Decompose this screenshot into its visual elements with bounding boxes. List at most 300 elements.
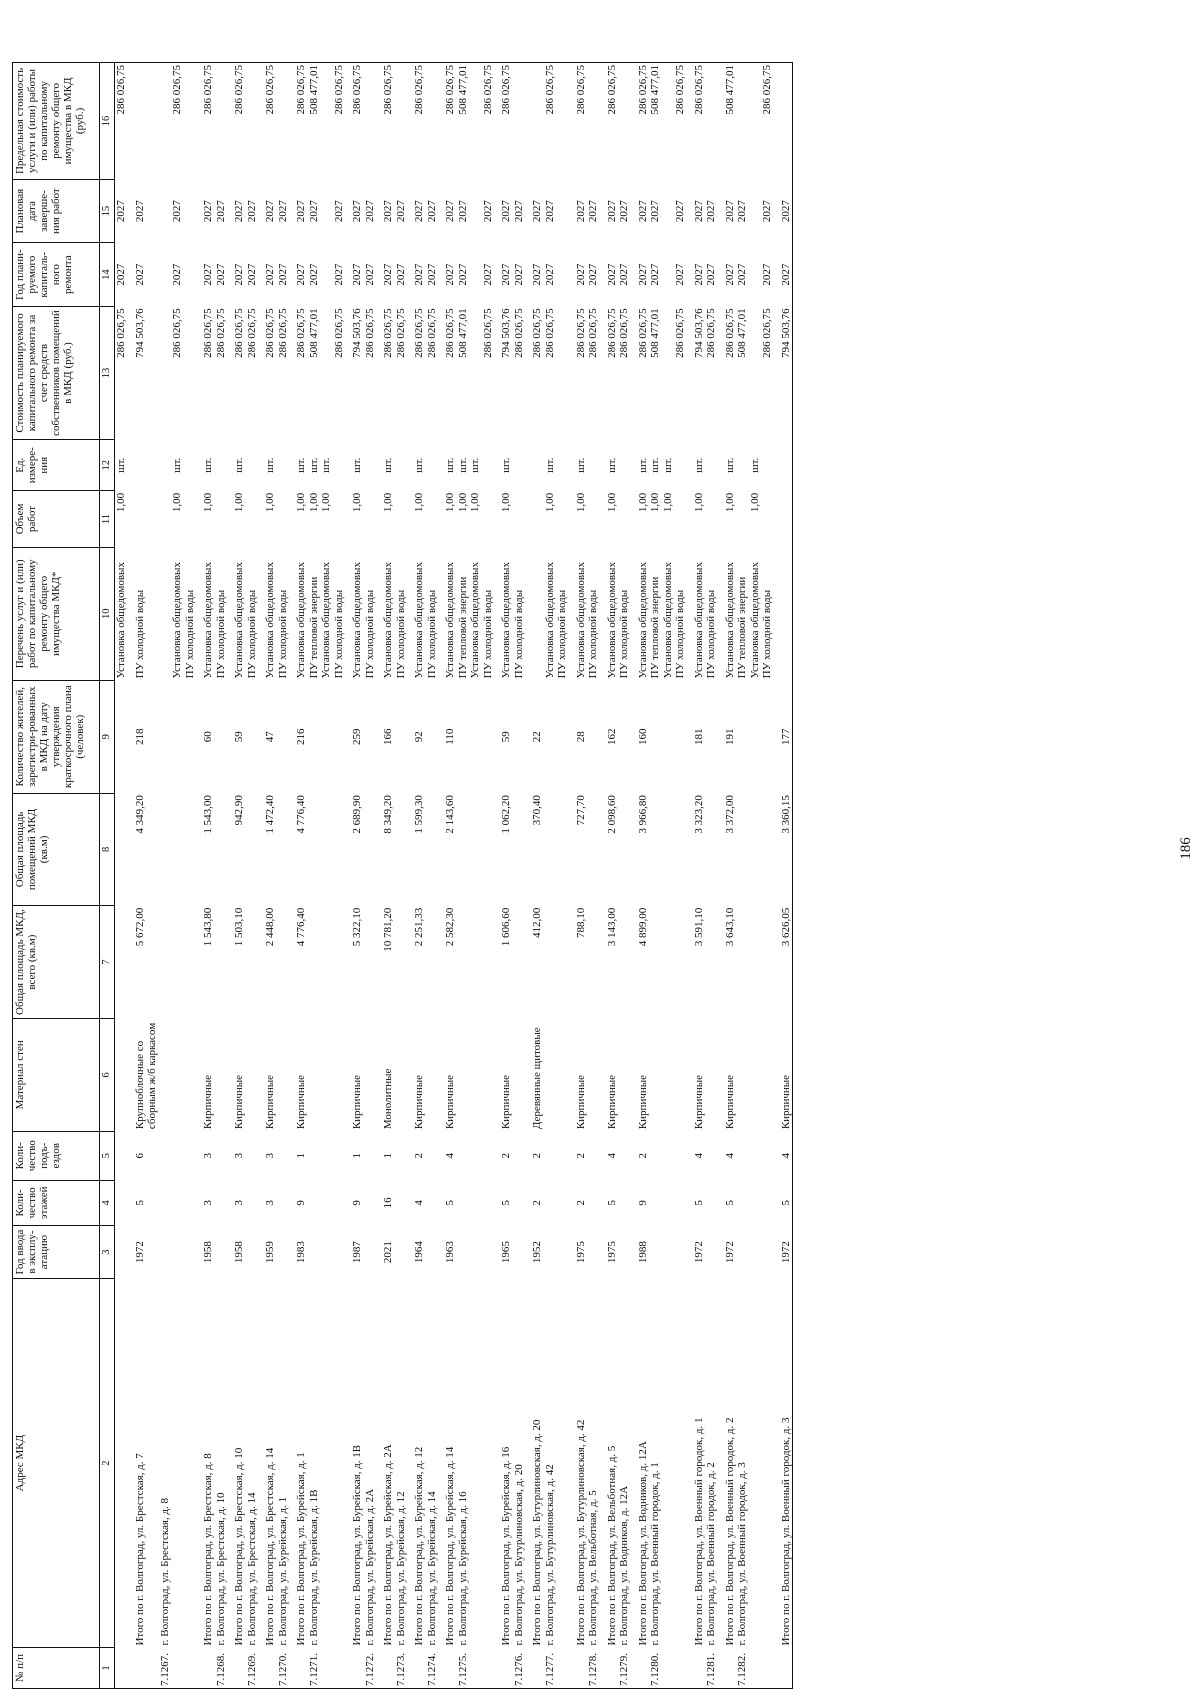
- table-cell: [556, 1180, 569, 1225]
- table-cell: Установка общедомовых: [171, 562, 183, 679]
- table-cell: [277, 1225, 290, 1278]
- table-cell: [469, 1225, 482, 1278]
- table-cell: [184, 793, 197, 906]
- table-cell: [774, 547, 793, 680]
- table-cell: [159, 63, 172, 180]
- table-cell: 794 503,76: [351, 308, 363, 358]
- table-cell: Установка общедомовых: [748, 562, 761, 679]
- table-cell: шт.: [413, 457, 425, 473]
- table-cell: [749, 1018, 762, 1131]
- table-cell: Итого по г. Волгоград, ул. Бутурлиновская, д. 20: [531, 1419, 543, 1646]
- table-cell: 3 323,20: [692, 795, 705, 834]
- table-cell: [159, 179, 172, 243]
- table-cell: [215, 1131, 228, 1180]
- table-cell: [364, 440, 377, 491]
- table-cell: Установка общедомовых: [543, 562, 556, 679]
- table-cell: 286 026,75: [345, 63, 364, 180]
- table-cell: [457, 906, 470, 1019]
- column-number: 16: [100, 63, 115, 180]
- table-cell: [736, 440, 749, 491]
- table-cell: [333, 1018, 346, 1131]
- table-cell: 3 626,05: [774, 906, 793, 1019]
- table-cell: [749, 1180, 762, 1225]
- table-cell: 1,00: [444, 492, 456, 513]
- table-cell: 1964: [413, 1241, 425, 1264]
- table-cell: 2027: [264, 263, 276, 286]
- table-cell: 110: [444, 728, 456, 745]
- column-number: 1: [100, 1648, 115, 1689]
- table-cell: Кирпичные: [574, 1074, 587, 1130]
- table-cell: 286 026,75: [332, 308, 345, 358]
- table-cell: [395, 680, 408, 793]
- table-cell: [525, 547, 544, 680]
- table-cell: [246, 491, 259, 547]
- table-cell: [320, 63, 333, 180]
- table-cell: [320, 179, 333, 243]
- table-cell: [587, 440, 600, 491]
- table-cell: 2 582,30: [444, 907, 456, 947]
- table-cell: ПУ холодной воды: [481, 589, 494, 679]
- table-cell: 2027: [171, 263, 183, 286]
- column-number: 11: [100, 491, 115, 547]
- table-cell: 1,00: [723, 492, 736, 513]
- table-cell: 286 026,75: [705, 308, 717, 358]
- table-cell: 286 026,75: [569, 63, 588, 180]
- column-header: Коли-чество подъ-ездов: [13, 1131, 100, 1180]
- table-cell: [364, 680, 377, 793]
- table-cell: [618, 906, 631, 1019]
- table-cell: шт.: [444, 457, 456, 473]
- table-cell: шт.: [115, 457, 127, 473]
- table-cell: 286 026,75: [444, 308, 456, 358]
- table-cell: 286 026,75: [333, 63, 346, 180]
- table-cell: 286 026,75: [171, 308, 183, 358]
- table-cell: [587, 906, 600, 1019]
- table-cell: 3: [233, 1153, 245, 1159]
- table-cell: [159, 491, 172, 547]
- table-cell: 286 026,75: [258, 63, 277, 180]
- table-cell: 2027: [245, 263, 258, 286]
- table-cell: ПУ холодной воды: [425, 589, 438, 679]
- table-cell: [513, 63, 526, 180]
- table-cell: 2027: [202, 263, 214, 286]
- table-cell: [308, 1131, 321, 1180]
- table-cell: [320, 243, 333, 307]
- table-cell: 286 026,75: [289, 63, 308, 180]
- table-cell: 2027: [761, 200, 773, 223]
- table-cell: [513, 1131, 526, 1180]
- table-cell: [587, 491, 600, 547]
- table-cell: ПУ холодной воды: [183, 589, 196, 679]
- table-cell: 92: [413, 731, 425, 743]
- table-cell: 286 026,75: [202, 308, 214, 358]
- table-cell: [736, 906, 749, 1019]
- table-cell: [736, 1131, 749, 1180]
- table-cell: [426, 491, 439, 547]
- table-cell: г. Волгоград, ул. Бурейская, д. 12: [394, 1491, 407, 1646]
- table-cell: 9: [351, 1200, 363, 1206]
- table-cell: 2027: [456, 263, 469, 286]
- table-cell: 2027: [692, 200, 705, 223]
- column-header: Материал стен: [13, 1018, 100, 1131]
- table-cell: [184, 1180, 197, 1225]
- table-cell: [364, 1018, 377, 1131]
- table-cell: [662, 793, 675, 906]
- table-cell: ПУ холодной воды: [618, 589, 630, 679]
- table-cell: [482, 1018, 495, 1131]
- table-cell: 2027: [351, 200, 363, 223]
- table-cell: [513, 793, 526, 906]
- table-cell: шт.: [649, 457, 661, 473]
- table-cell: 2027: [512, 263, 525, 286]
- table-cell: Кирпичные: [723, 1074, 736, 1130]
- table-cell: 4 776,40: [295, 907, 307, 947]
- table-cell: 1: [382, 1153, 394, 1159]
- table-cell: [333, 906, 346, 1019]
- table-cell: [395, 1018, 408, 1131]
- table-cell: 286 026,75: [618, 308, 630, 358]
- table-cell: 5 322,10: [351, 907, 363, 947]
- table-cell: 286 026,75: [531, 308, 543, 358]
- table-cell: [761, 1018, 774, 1131]
- table-cell: [618, 680, 631, 793]
- table-cell: [426, 1225, 439, 1278]
- table-cell: ПУ холодной воды: [245, 589, 258, 679]
- table-cell: 166: [382, 728, 394, 745]
- table-cell: 2 098,60: [605, 795, 618, 834]
- table-cell: [320, 306, 333, 439]
- table-cell: [749, 63, 762, 180]
- table-cell: 2027: [214, 200, 227, 223]
- table-cell: [749, 179, 762, 243]
- table-cell: [618, 1225, 631, 1278]
- table-cell: [544, 1225, 557, 1278]
- table-cell: 286 026,75: [171, 63, 184, 180]
- table-cell: шт.: [264, 457, 276, 473]
- table-cell: 2: [636, 1153, 649, 1159]
- table-cell: [556, 1279, 569, 1648]
- table-cell: [482, 1648, 495, 1689]
- table-cell: 2027: [394, 263, 407, 286]
- table-cell: [761, 793, 774, 906]
- table-cell: 286 026,75: [295, 308, 307, 358]
- table-cell: Установка общедомовых: [500, 562, 512, 679]
- table-cell: 2027: [618, 200, 630, 223]
- table-cell: 286 026,75: [631, 63, 650, 180]
- table-cell: [215, 440, 228, 491]
- table-cell: 5: [605, 1200, 618, 1206]
- table-cell: 2027: [133, 200, 146, 223]
- table-cell: [718, 1648, 737, 1689]
- table-cell: [674, 491, 687, 547]
- table-cell: 7.1279.: [618, 1648, 631, 1689]
- table-cell: 2 143,60: [444, 795, 456, 834]
- table-cell: 794 503,76: [692, 308, 705, 358]
- table-cell: 7.1271.: [308, 1648, 321, 1689]
- table-cell: 1,00: [115, 492, 127, 513]
- table-cell: [525, 63, 544, 180]
- table-cell: 2027: [444, 263, 456, 286]
- table-cell: [171, 793, 184, 906]
- table-cell: 1,00: [307, 492, 320, 513]
- table-cell: 60: [202, 731, 214, 743]
- table-cell: [482, 440, 495, 491]
- table-cell: [513, 906, 526, 1019]
- table-cell: ПУ тепловой энергии: [307, 576, 320, 679]
- table-cell: 1: [295, 1153, 307, 1159]
- table-cell: 2027: [295, 263, 307, 286]
- column-number: 9: [100, 680, 115, 793]
- column-header: Плановая дата заверше-ния работ: [13, 179, 100, 243]
- table-cell: [364, 63, 377, 180]
- total-row: [525, 63, 544, 1689]
- table-cell: [705, 680, 718, 793]
- table-cell: [395, 63, 408, 180]
- table-cell: 286 026,75: [574, 308, 587, 358]
- table-cell: 508 477,01: [736, 308, 748, 358]
- table-cell: 1 599,30: [413, 795, 425, 834]
- table-cell: г. Волгоград, ул. Водников, д. 12А: [618, 1485, 630, 1646]
- table-cell: 5: [692, 1200, 705, 1206]
- table-cell: [320, 1131, 333, 1180]
- table-cell: Итого по г. Волгоград, ул. Бутурлиновская, д. 42: [574, 1419, 587, 1646]
- table-cell: [395, 440, 408, 491]
- table-cell: ПУ холодной воды: [214, 589, 227, 679]
- table-cell: [525, 1648, 544, 1689]
- table-cell: [184, 1648, 197, 1689]
- table-cell: [618, 440, 631, 491]
- table-cell: Кирпичные: [500, 1074, 512, 1130]
- item-row: [246, 63, 259, 1689]
- table-cell: [649, 1131, 662, 1180]
- table-cell: 2027: [674, 200, 686, 223]
- table-cell: [128, 491, 159, 547]
- table-cell: 2027: [605, 200, 618, 223]
- table-cell: [556, 906, 569, 1019]
- table-cell: [171, 1131, 184, 1180]
- table-cell: Кирпичные: [692, 1074, 705, 1130]
- table-cell: [736, 793, 749, 906]
- table-cell: [513, 1225, 526, 1278]
- table-cell: 2027: [500, 200, 512, 223]
- table-cell: [513, 1180, 526, 1225]
- table-cell: [333, 1648, 346, 1689]
- table-cell: [494, 1648, 513, 1689]
- table-cell: ПУ тепловой энергии: [456, 576, 469, 679]
- table-cell: [159, 906, 172, 1019]
- table-cell: [115, 1648, 128, 1689]
- column-number: 14: [100, 243, 115, 307]
- table-cell: [761, 491, 774, 547]
- total-row: [258, 63, 277, 1689]
- table-cell: 1975: [574, 1241, 587, 1264]
- item-row: [457, 63, 470, 1689]
- table-cell: 286 026,75: [196, 63, 215, 180]
- table-cell: 286 026,75: [482, 63, 495, 180]
- table-cell: шт.: [574, 457, 587, 473]
- table-cell: 7.1269.: [246, 1648, 259, 1689]
- table-cell: 4: [692, 1153, 705, 1159]
- table-cell: 2027: [351, 263, 363, 286]
- item-row: [395, 63, 408, 1689]
- table-cell: шт.: [636, 457, 649, 473]
- table-cell: [184, 906, 197, 1019]
- table-cell: г. Волгоград, ул. Бурейская, д. 16: [456, 1491, 469, 1646]
- table-cell: [395, 1131, 408, 1180]
- table-cell: [115, 793, 128, 906]
- item-row: [364, 63, 377, 1689]
- table-cell: [308, 680, 321, 793]
- table-cell: 2027: [574, 200, 587, 223]
- table-cell: [320, 793, 333, 906]
- table-cell: [556, 680, 569, 793]
- column-number: 2: [100, 1279, 115, 1648]
- table-cell: 5: [774, 1180, 793, 1225]
- table-cell: 1 503,10: [233, 907, 245, 947]
- total-row: [569, 63, 588, 1689]
- total-row: [687, 63, 706, 1689]
- table-cell: [277, 1018, 290, 1131]
- table-cell: ПУ холодной воды: [394, 589, 407, 679]
- table-cell: [749, 1648, 762, 1689]
- table-cell: 4: [413, 1200, 425, 1206]
- column-number: 4: [100, 1180, 115, 1225]
- table-cell: Кирпичные: [444, 1074, 456, 1130]
- table-cell: [184, 179, 197, 243]
- table-cell: 3: [264, 1153, 276, 1159]
- table-cell: 1963: [444, 1241, 456, 1264]
- table-cell: ПУ холодной воды: [556, 589, 568, 679]
- total-row: [600, 63, 619, 1689]
- table-cell: [761, 1279, 774, 1648]
- table-cell: шт.: [233, 457, 245, 473]
- item-row: [308, 63, 321, 1689]
- table-cell: 1,00: [649, 492, 661, 513]
- table-cell: [277, 906, 290, 1019]
- column-header: Общая площадь помещений МКД (кв.м): [13, 793, 100, 906]
- table-cell: [618, 793, 631, 906]
- table-cell: [159, 243, 172, 307]
- table-cell: [674, 1131, 687, 1180]
- table-cell: 3 372,00: [723, 795, 736, 834]
- table-cell: [618, 63, 631, 180]
- table-cell: [556, 1018, 569, 1131]
- table-cell: г. Волгоград, ул. Бурейская, д. 2А: [363, 1488, 376, 1646]
- item-row: [736, 63, 749, 1689]
- table-cell: [587, 1180, 600, 1225]
- table-cell: Установка общедомовых: [264, 562, 276, 679]
- table-cell: [277, 1180, 290, 1225]
- table-cell: 286 026,75: [227, 63, 246, 180]
- table-cell: 7.1267.: [159, 1648, 172, 1689]
- table-row: [556, 63, 569, 1689]
- table-cell: [774, 440, 793, 491]
- item-row: [544, 63, 557, 1689]
- table-cell: [246, 1018, 259, 1131]
- table-cell: [469, 1018, 482, 1131]
- table-cell: Кирпичные: [233, 1074, 245, 1130]
- table-cell: 3 966,80: [636, 795, 649, 834]
- table-cell: 2027: [649, 200, 661, 223]
- table-cell: [674, 793, 687, 906]
- table-cell: [438, 1648, 457, 1689]
- table-cell: 286 026,75: [674, 308, 686, 358]
- table-cell: шт.: [500, 457, 512, 473]
- table-cell: [159, 793, 172, 906]
- total-row: [631, 63, 650, 1689]
- table-cell: 181: [692, 728, 705, 745]
- table-cell: 1 472,40: [264, 795, 276, 834]
- table-cell: г. Волгоград, ул. Военный городок, д. 2: [705, 1462, 717, 1646]
- table-cell: 370,40: [531, 795, 543, 826]
- page-number: 186: [1178, 837, 1194, 860]
- table-cell: 788,10: [574, 907, 587, 939]
- column-header: Количество жителей, зарегистри-рованных в МКД на дату утверждения краткосрочного плана (человек): [13, 680, 100, 793]
- total-row: [718, 63, 737, 1689]
- table-cell: 412,00: [531, 907, 543, 939]
- table-cell: Итого по г. Волгоград, ул. Военный городок, д. 1: [692, 1417, 705, 1646]
- table-cell: 3 591,10: [692, 907, 705, 947]
- table-cell: [469, 1180, 482, 1225]
- table-cell: [705, 440, 718, 491]
- total-row: [407, 63, 426, 1689]
- table-cell: [705, 63, 718, 180]
- item-row: [426, 63, 439, 1689]
- total-row: [289, 63, 308, 1689]
- table-cell: 59: [500, 731, 512, 743]
- table-cell: Установка общедомовых: [692, 562, 705, 679]
- table-cell: 286 026,75: [245, 308, 258, 358]
- table-cell: 1972: [133, 1241, 146, 1264]
- table-cell: Установка общедомовых: [202, 562, 214, 679]
- table-cell: 2: [531, 1200, 543, 1206]
- table-cell: [320, 1018, 333, 1131]
- table-cell: [761, 1131, 774, 1180]
- table-cell: [171, 1180, 184, 1225]
- table-cell: 2 448,00: [264, 907, 276, 947]
- table-cell: [662, 63, 675, 180]
- table-cell: [705, 1180, 718, 1225]
- table-cell: [761, 1225, 774, 1278]
- table-cell: [246, 1180, 259, 1225]
- table-cell: [749, 1131, 762, 1180]
- table-cell: [525, 491, 544, 547]
- table-cell: 1 062,20: [500, 795, 512, 834]
- table-cell: Кирпичные: [605, 1074, 618, 1130]
- table-cell: [159, 1225, 172, 1278]
- table-cell: 2027: [774, 243, 793, 307]
- table-cell: 1,00: [351, 492, 363, 513]
- table-cell: [277, 680, 290, 793]
- table-cell: [215, 1018, 228, 1131]
- table-cell: [544, 1131, 557, 1180]
- table-cell: 1972: [774, 1225, 793, 1278]
- table-cell: [556, 1648, 569, 1689]
- table-cell: 2027: [233, 263, 245, 286]
- table-cell: 5: [723, 1200, 736, 1206]
- table-cell: 2: [500, 1153, 512, 1159]
- item-row: [705, 63, 718, 1689]
- table-cell: [749, 680, 762, 793]
- table-cell: 8 349,20: [382, 795, 394, 834]
- table-cell: [761, 1648, 774, 1689]
- table-cell: [482, 491, 495, 547]
- table-cell: 3 360,15: [774, 793, 793, 906]
- table-cell: 286 026,75: [543, 308, 556, 358]
- table-cell: [227, 1648, 246, 1689]
- table-cell: 2027: [761, 263, 773, 286]
- table-cell: [761, 440, 774, 491]
